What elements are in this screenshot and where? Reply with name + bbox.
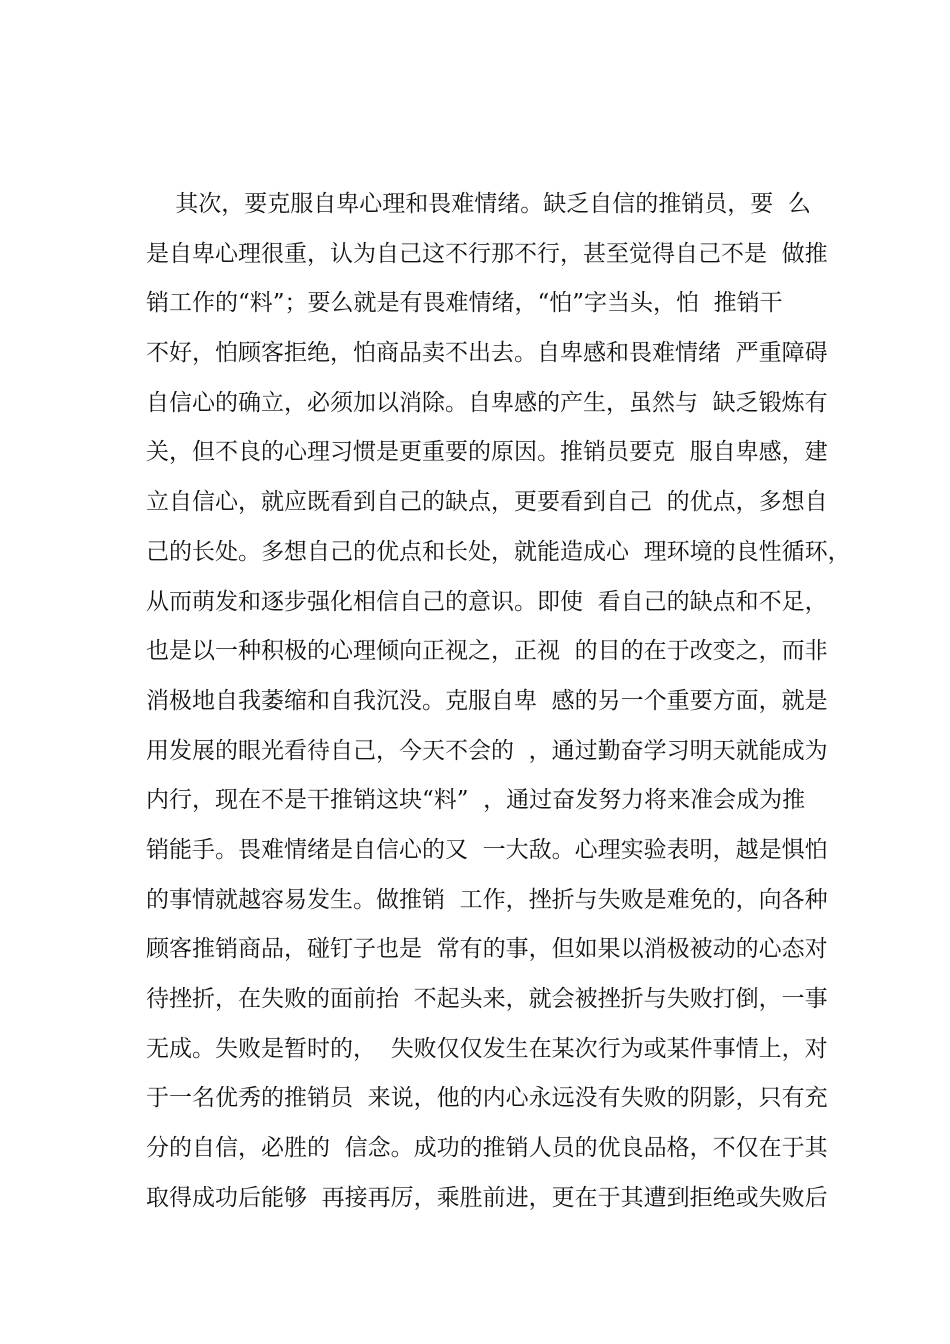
text-line: 关，但不良的心理习惯是更重要的原因。推销员要克 服自卑感，建 <box>146 439 828 466</box>
text-line: 销工作的“料”；要么就是有畏难情绪，“怕”字当头，怕 推销干 <box>146 290 783 317</box>
body-paragraph <box>146 180 851 1223</box>
text-line: 是自卑心理很重，认为自己这不行那不行，甚至觉得自己不是 做推 <box>146 240 828 267</box>
text-line: 用发展的眼光看待自己，今天不会的 ，通过勤奋学习明天就能成为 <box>146 737 828 764</box>
text-line: 无成。失败是暂时的， 失败仅仅发生在某次行为或某件事情上，对 <box>146 1035 828 1062</box>
text-line: 也是以一种积极的心理倾向正视之，正视 的目的在于改变之，而非 <box>146 638 828 665</box>
text-line: 己的长处。多想自己的优点和长处，就能造成心 理环境的良性循环， <box>146 538 851 565</box>
text-line: 取得成功后能够 再接再厉，乘胜前进，更在于其遭到拒绝或失败后 <box>146 1184 828 1211</box>
text-line: 自信心的确立，必须加以消除。自卑感的产生，虽然与 缺乏锻炼有 <box>146 389 828 416</box>
text-line: 消极地自我萎缩和自我沉没。克服自卑 感的另一个重要方面，就是 <box>146 687 828 714</box>
text-line: 分的自信，必胜的 信念。成功的推销人员的优良品格，不仅在于其 <box>146 1135 828 1162</box>
text-line: 内行，现在不是干推销这块“料” ，通过奋发努力将来准会成为推 <box>146 787 806 814</box>
text-line: 立自信心，就应既看到自己的缺点，更要看到自己 的优点，多想自 <box>146 489 828 516</box>
text-line: 其次，要克服自卑心理和畏难情绪。缺乏自信的推销员，要 么 <box>146 191 811 217</box>
text-line: 不好，怕顾客拒绝，怕商品卖不出去。自卑感和畏难情绪 严重障碍 <box>146 340 828 367</box>
text-line: 的事情就越容易发生。做推销 工作，挫折与失败是难免的，向各种 <box>146 886 828 913</box>
text-line: 待挫折，在失败的面前抬 不起头来，就会被挫折与失败打倒，一事 <box>146 986 828 1012</box>
text-line: 从而萌发和逐步强化相信自己的意识。即使 看自己的缺点和不足， <box>146 588 828 615</box>
text-line: 销能手。畏难情绪是自信心的又 一大敌。心理实验表明，越是惧怕 <box>146 836 828 863</box>
text-line: 于一名优秀的推销员 来说，他的内心永远没有失败的阴影，只有充 <box>146 1085 828 1112</box>
text-line: 顾客推销商品，碰钉子也是 常有的事，但如果以消极被动的心态对 <box>146 936 828 963</box>
